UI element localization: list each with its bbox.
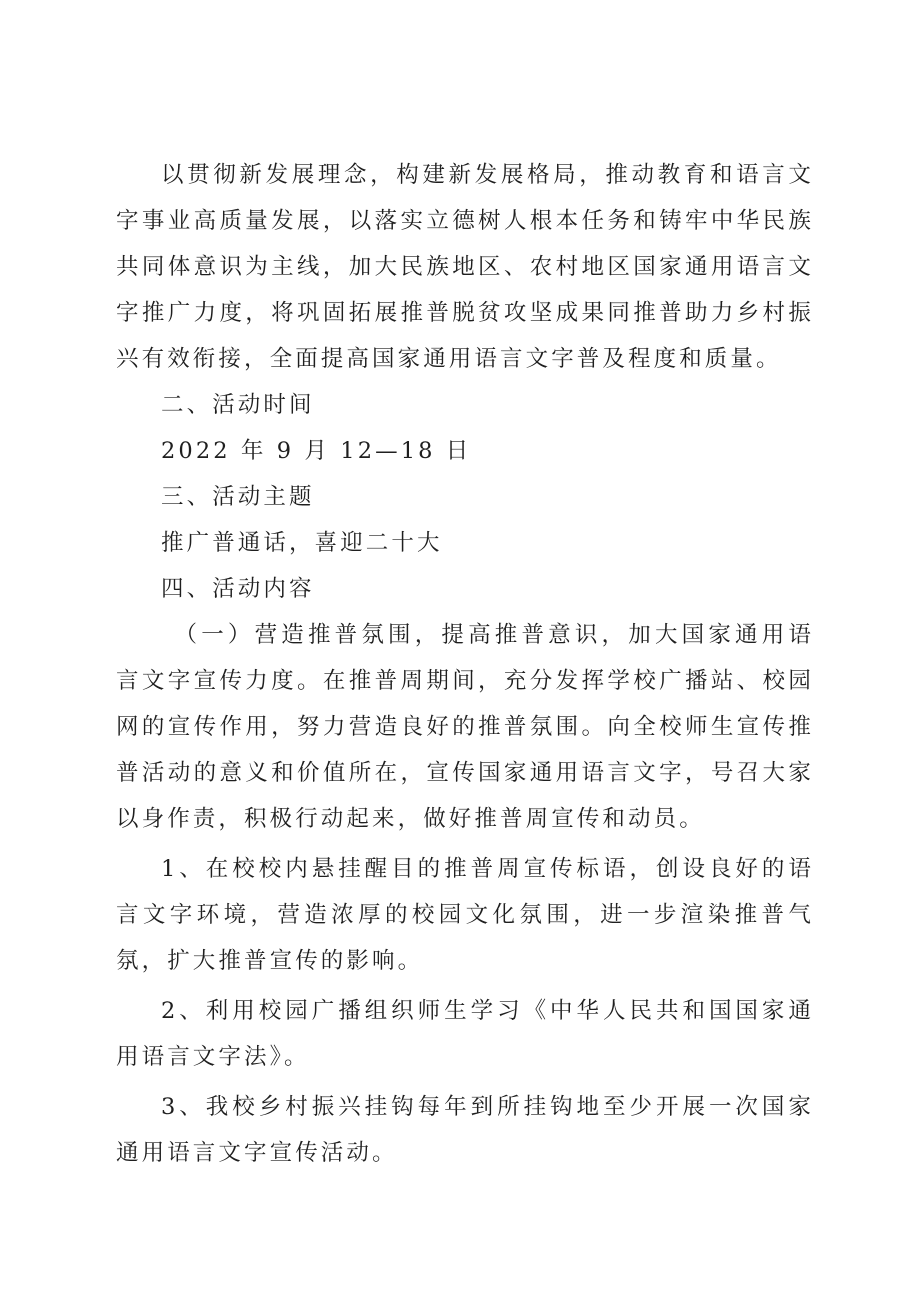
- activity-theme: 推广普通话，喜迎二十大: [161, 530, 443, 556]
- section-heading-time: 二、活动时间: [161, 392, 315, 418]
- section-heading-content: 四、活动内容: [161, 576, 315, 602]
- section-heading-theme: 三、活动主题: [161, 484, 315, 510]
- intro-paragraph: 以贯彻新发展理念，构建新发展格局，推动教育和语言文字事业高质量发展，以落实立德树人根本任务和铸牢中华民族共同体意识为主线，加大民族地区、农村地区国家通用语言文字推广力度，将巩固拓展推普脱贫攻坚成果同推普助力乡村振兴有效衔接，全面提高国家通用语言文字普及程度和质量。: [116, 162, 814, 372]
- content-item-1-intro: （一）营造推普氛围，提高推普意识，加大国家通用语言文字宣传力度。在推普周期间，充分发挥学校广播站、校园网的宣传作用，努力营造良好的推普氛围。向全校师生宣传推普活动的意义和价值所在，宣传国家通用语言文字，号召大家以身作责，积极行动起来，做好推普周宣传和动员。: [116, 622, 814, 832]
- content-item-3: 3、我校乡村振兴挂钩每年到所挂钩地至少开展一次国家通用语言文字宣传活动。: [116, 1094, 814, 1166]
- document-body: [116, 152, 814, 1176]
- activity-date: 2022 年 9 月 12—18 日: [161, 438, 472, 464]
- content-item-2: 2、利用校园广播组织师生学习《中华人民共和国国家通用语言文字法》。: [116, 998, 814, 1070]
- content-item-1: 1、在校校内悬挂醒目的推普周宣传标语，创设良好的语言文字环境，营造浓厚的校园文化氛围，进一步渲染推普气氛，扩大推普宣传的影响。: [116, 856, 814, 974]
